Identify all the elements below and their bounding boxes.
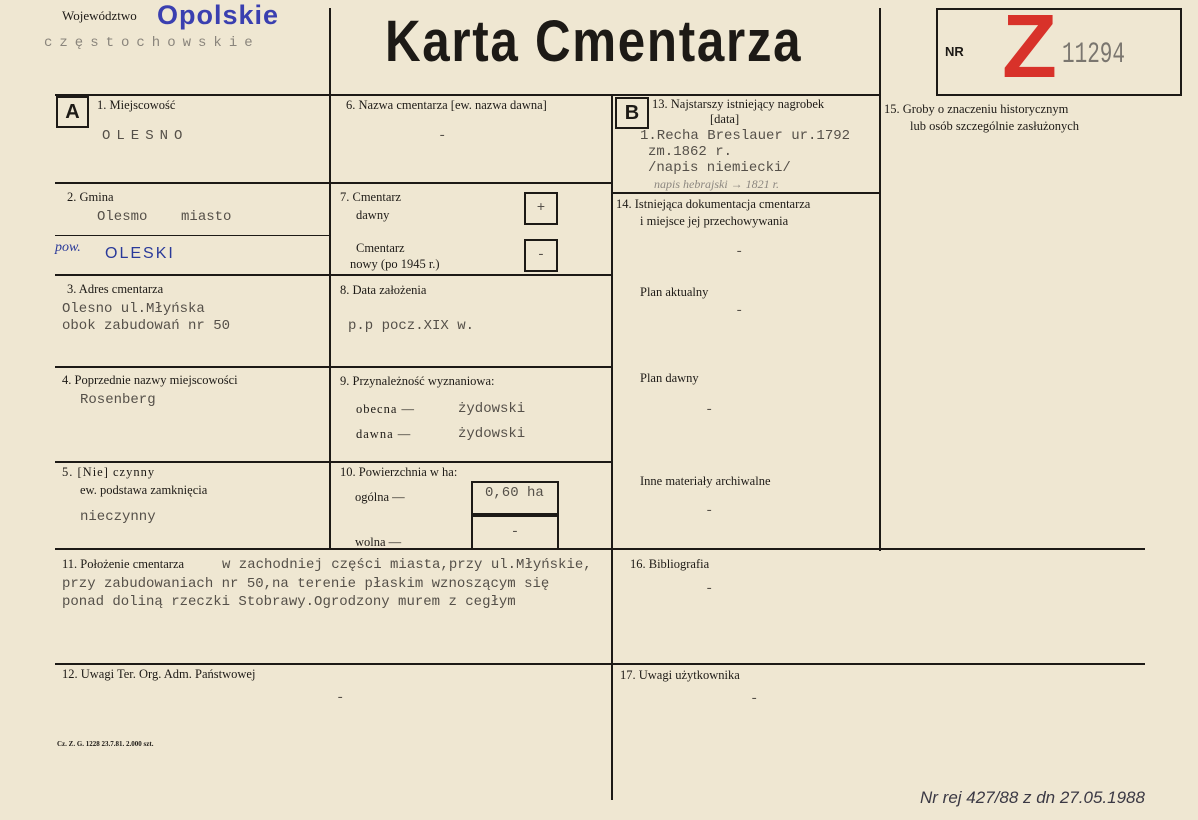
f17-label: 17. Uwagi użytkownika [620,668,740,682]
f9-former-value: żydowski [458,426,526,442]
nr-box [936,8,1182,96]
registry-note: Nr rej 427/88 z dn 27.05.1988 [920,788,1145,807]
f3-value2: obok zabudowań nr 50 [62,318,231,334]
pow-value: OLESKI [105,245,175,262]
f6-value: - [438,128,447,144]
f2-value: Olesmo miasto [97,209,232,225]
f7-label: 7. Cmentarz [340,190,402,204]
f7-new-label2: nowy (po 1945 r.) [350,257,440,271]
f16-label: 16. Bibliografia [630,557,710,571]
f13-line1: 1.Recha Breslauer ur.1792 [640,128,851,144]
f3-value1: Olesno ul.Młyńska [62,301,205,317]
f9-current-value: żydowski [458,401,526,417]
rule [55,663,1145,665]
plan-old-label: Plan dawny [640,371,699,385]
f12-value: - [336,690,345,706]
plan-current-label: Plan aktualny [640,285,709,299]
rule [329,8,331,549]
f9-current-label: obecna — [356,402,416,416]
rule [55,366,612,368]
rule [55,182,612,184]
archive-value: - [705,503,714,519]
rule [55,461,612,463]
rule [55,274,612,276]
f16-value: - [705,581,714,597]
f1-value: OLESNO [102,128,189,144]
wojewodztwo-value: Opolskie [157,0,280,30]
f11-line1: w zachodniej części miasta,przy ul.Młyńskie, [222,557,592,573]
f1-label: 1. Miejscowość [97,98,176,112]
print-info: Cz. Z. G. 1228 23.7.81. 2.000 szt. [57,740,154,748]
f13-label2: [data] [710,112,740,126]
f2-label: 2. Gmina [67,190,114,204]
f13-line2: zm.1862 r. [648,144,733,160]
f10-total-label: ogólna — [355,490,405,504]
f6-label: 6. Nazwa cmentarza [ew. nazwa dawna] [346,98,547,112]
old-cemetery-box: + [524,192,558,225]
f14-label: 14. Istniejąca dokumentacja cmentarza [616,197,811,211]
f12-label: 12. Uwagi Ter. Org. Adm. Państwowej [62,667,256,681]
f11-line2: przy zabudowaniach nr 50,na terenie płaskim wznoszącym się [62,576,550,592]
f17-value: - [750,691,759,707]
f10-free-label: wolna — [355,535,402,549]
pow-prefix: pow. [55,240,81,255]
f5-label: 5. [Nie] czynny [62,465,156,479]
nr-letter: Z [1002,0,1057,97]
f8-label: 8. Data założenia [340,283,427,297]
f15-label: 15. Groby o znaczeniu historycznym [884,102,1069,116]
new-cemetery-box: - [524,239,558,272]
wojewodztwo-label: Województwo [62,8,137,23]
rule [879,8,881,551]
rule [612,192,880,194]
f7-new-label: Cmentarz [356,241,405,255]
nr-value: 11294 [1062,38,1126,72]
f13-handwritten: napis hebrajski → 1821 r. [654,177,780,191]
rule [55,235,330,236]
f10-total-value: 0,60 ha [471,481,559,515]
f7-label2: dawny [356,208,390,222]
section-a: A [56,96,89,128]
f14-value: - [735,244,744,260]
f8-value: p.p pocz.XIX w. [348,318,475,334]
rule [55,548,1145,550]
f4-label: 4. Poprzednie nazwy miejscowości [62,373,238,387]
archive-label: Inne materiały archiwalne [640,474,771,488]
f11-label: 11. Położenie cmentarza [62,557,185,571]
plan-current-value: - [735,303,744,319]
rule [611,95,613,800]
f13-label: 13. Najstarszy istniejący nagrobek [652,97,825,111]
f15-label2: lub osób szczególnie zasłużonych [910,119,1080,133]
f11-line3: ponad doliną rzeczki Stobrawy.Ogrodzony murem z cegłym [62,594,516,610]
f10-label: 10. Powierzchnia w ha: [340,465,458,479]
page-title: Karta Cmentarza [385,9,803,74]
f9-label: 9. Przynależność wyznaniowa: [340,374,495,388]
rule [55,94,881,96]
wojewodztwo-old: częstochowskie [44,35,260,51]
f14-label2: i miejsce jej przechowywania [640,214,789,228]
f5-label2: ew. podstawa zamknięcia [80,483,208,497]
f13-line3: /napis niemiecki/ [648,160,791,176]
f4-value: Rosenberg [80,392,156,408]
f10-free-value: - [471,515,559,550]
section-b: B [615,97,649,129]
f9-former-label: dawna — [356,427,412,441]
f3-label: 3. Adres cmentarza [67,282,164,296]
f5-value: nieczynny [80,509,156,525]
nr-label: NR [945,44,964,59]
plan-old-value: - [705,402,714,418]
